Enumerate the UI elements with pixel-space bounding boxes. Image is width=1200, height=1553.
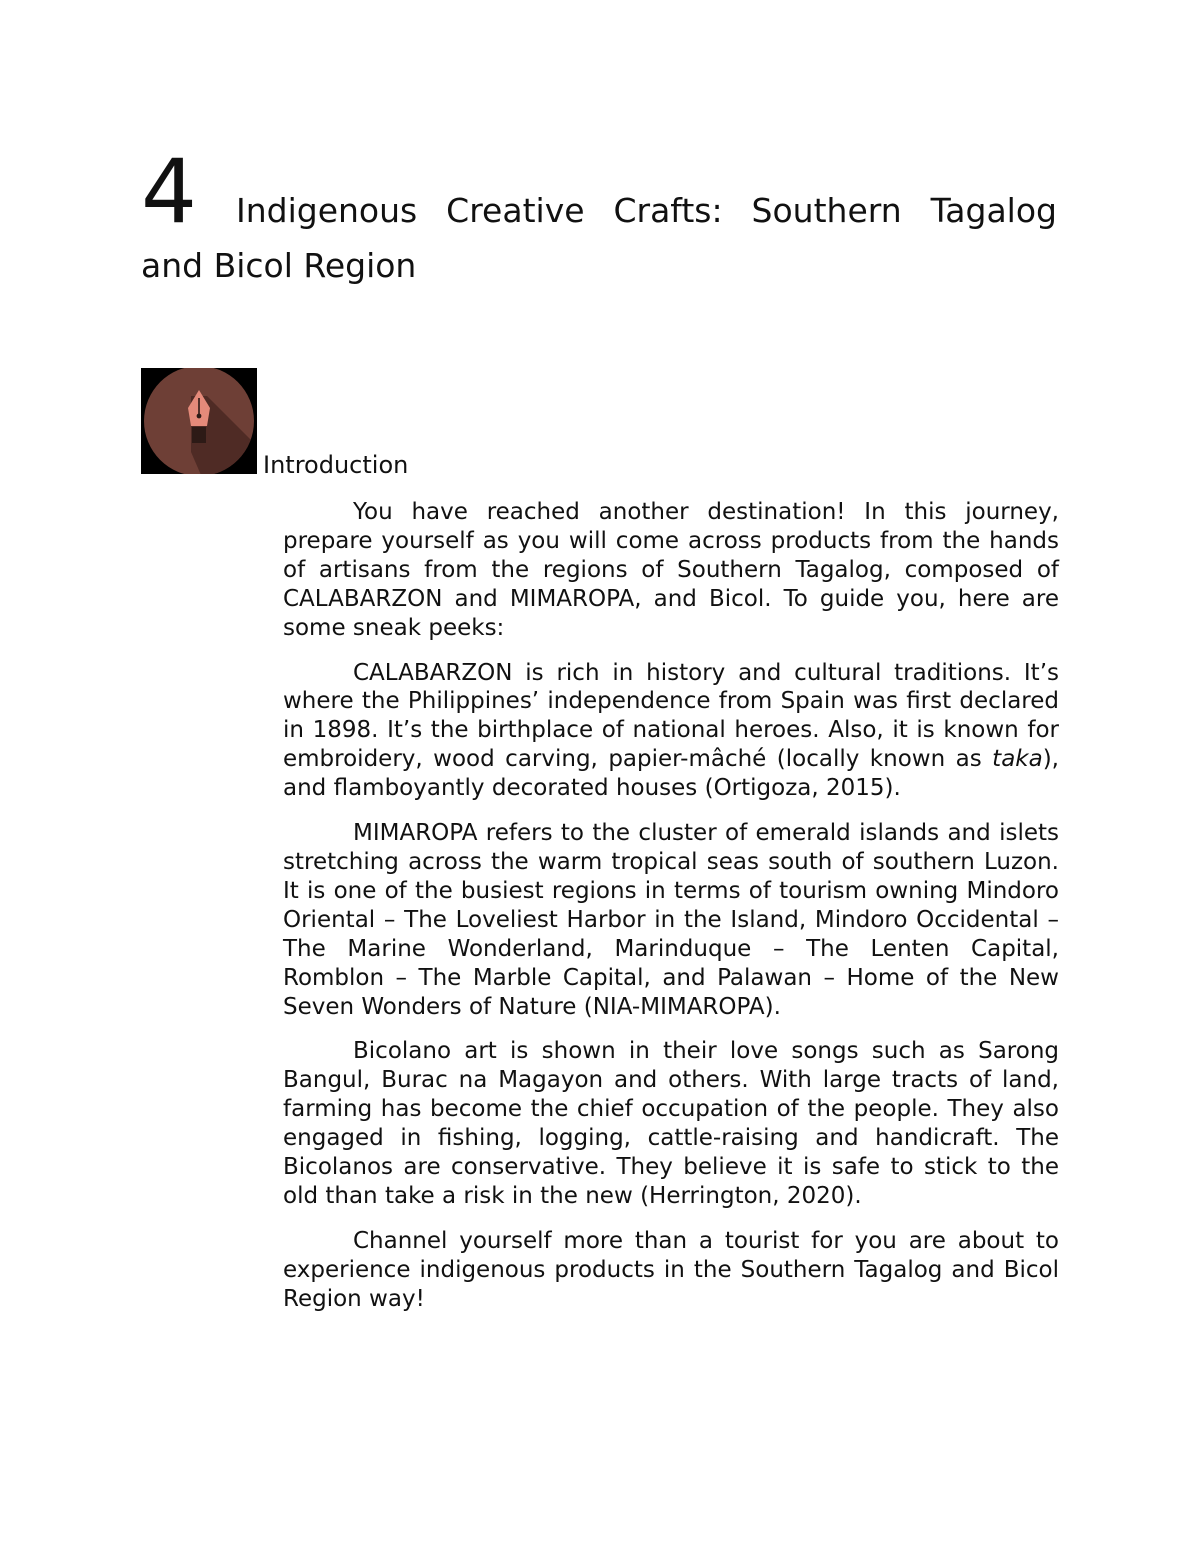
fountain-pen-icon [141, 368, 257, 474]
chapter-title-word: Creative [446, 191, 585, 230]
paragraph-mimaropa: MIMAROPA refers to the cluster of emerald islands and islets stretching across the warm tropical seas south of southern Luzon. It is one of the busiest regions in terms of tourism owning Mindoro Oriental – The Loveliest Harbor in the Island, Mindoro Occidental – The Marine Wonderland, Marinduque – The Lenten Capital, Romblon – The Marble Capital, and Palawan – Home of the New Seven Wonders of Nature (NIA-MIMAROPA). [283, 820, 1059, 1020]
introduction-body [283, 498, 1059, 1330]
chapter-title-line2: and Bicol Region [141, 246, 417, 285]
paragraph-closing: Channel yourself more than a tourist for you are about to experience indigenous products in the Southern Tagalog and Bicol Region way! [283, 1227, 1059, 1312]
chapter-title-word: Indigenous [236, 191, 418, 230]
chapter-title-word: Southern [751, 191, 902, 230]
paragraph-text: CALABARZON is rich in history and cultural traditions. It’s where the Philippines’ independence from Spain was first declared in 1898. It’s the birthplace of national heroes. Also, it is known for embroidery, wood carving, papier-mâché (locally known as [283, 659, 1059, 773]
chapter-title-line1 [236, 191, 1057, 231]
section-heading-introduction: Introduction [263, 451, 409, 479]
chapter-title-word: Tagalog [930, 191, 1057, 230]
paragraph-calabarzon [283, 659, 1059, 804]
paragraph-text: ), and flamboyantly decorated houses (Ortigoza, 2015). [283, 746, 1059, 802]
pen-grip [192, 427, 206, 443]
chapter-number: 4 [141, 140, 197, 243]
pen-nib-hole [197, 414, 202, 419]
chapter-heading [141, 140, 1057, 286]
chapter-title-word: Crafts: [613, 191, 723, 230]
italic-term-taka: taka [992, 746, 1043, 773]
paragraph-intro: You have reached another destination! In this journey, prepare yourself as you will come across products from the hands of artisans from the regions of Southern Tagalog, composed of CALABARZON and MIMAROPA, and Bicol. To guide you, here are some sneak peeks: [283, 499, 1059, 641]
paragraph-bicol: Bicolano art is shown in their love songs such as Sarong Bangul, Burac na Magayon and others. With large tracts of land, farming has become the chief occupation of the people. They also engaged in fishing, logging, cattle-raising and handicraft. The Bicolanos are conservative. They believe it is safe to stick to the old than take a risk in the new (Herrington, 2020). [283, 1038, 1059, 1209]
chapter-heading-line1 [141, 140, 1057, 243]
